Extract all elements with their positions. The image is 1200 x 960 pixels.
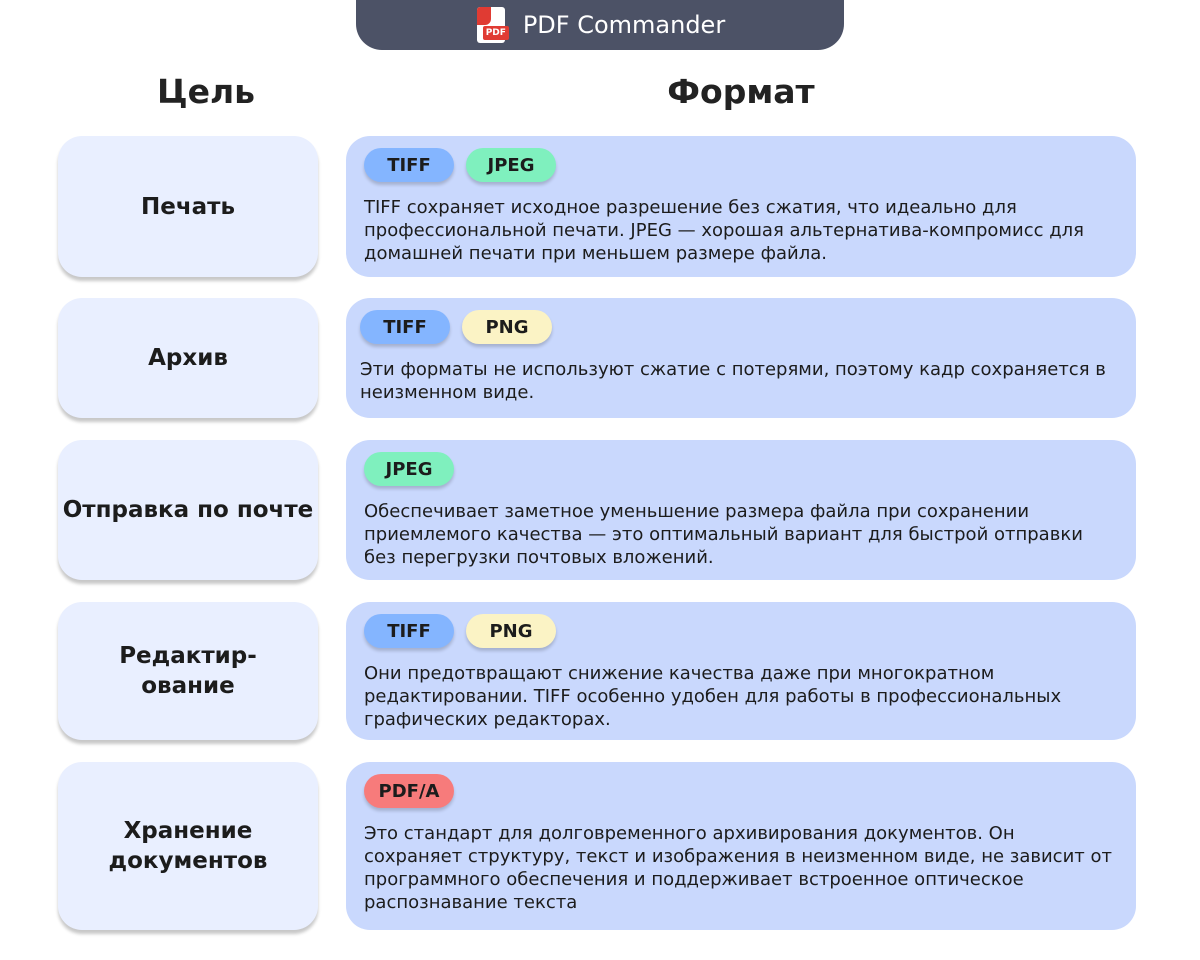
badge-pdfa: PDF/A xyxy=(364,774,454,808)
brand-header xyxy=(356,0,844,50)
format-description: Эти форматы не используют сжатие с потерями, поэтому кадр сохраняется в неизменном виде. xyxy=(360,359,1106,403)
format-badges xyxy=(364,148,1118,182)
badge-jpeg: JPEG xyxy=(364,452,454,486)
goal-column-header: Цель xyxy=(156,72,256,111)
format-card-editing xyxy=(346,602,1136,740)
pdf-commander-logo-icon xyxy=(475,6,509,44)
format-badges xyxy=(364,614,1118,648)
badge-jpeg: JPEG xyxy=(466,148,556,182)
badge-tiff: TIFF xyxy=(360,310,450,344)
format-description: Это стандарт для долговременного архивирования документов. Он сохраняет структуру, текст и изображения в неизменном виде, не зависит от программного обеспечения и поддерживает встроенное оптическое распознавание текста xyxy=(364,823,1112,913)
format-column-header: Формат xyxy=(667,72,815,111)
goal-card-email: Отправка по почте xyxy=(58,440,318,580)
goal-card-archive: Архив xyxy=(58,298,318,418)
brand-name: PDF Commander xyxy=(522,11,726,39)
format-description: TIFF сохраняет исходное разрешение без сжатия, что идеально для профессиональной печати. JPEG — хорошая альтернатива-компромисс для домашней печати при меньшем размере файла. xyxy=(364,197,1084,264)
format-badges xyxy=(364,774,1118,808)
badge-png: PNG xyxy=(466,614,556,648)
format-card-archive xyxy=(346,298,1136,418)
format-badges xyxy=(364,452,1118,486)
goal-card-editing: Редактир- ование xyxy=(58,602,318,740)
badge-tiff: TIFF xyxy=(364,614,454,648)
format-card-email xyxy=(346,440,1136,580)
format-badges xyxy=(360,310,1118,344)
badge-png: PNG xyxy=(462,310,552,344)
goal-card-storage: Хранение документов xyxy=(58,762,318,930)
format-description: Они предотвращают снижение качества даже при многократном редактировании. TIFF особенно удобен для работы в профессиональных графических редакторах. xyxy=(364,663,1062,730)
format-card-storage xyxy=(346,762,1136,930)
logo-text: PDF xyxy=(483,26,509,40)
format-description: Обеспечивает заметное уменьшение размера файла при сохранении приемлемого качества — это оптимальный вариант для быстрой отправки без перегрузки почтовых вложений. xyxy=(364,501,1083,568)
badge-tiff: TIFF xyxy=(364,148,454,182)
format-card-print xyxy=(346,136,1136,277)
goal-card-print: Печать xyxy=(58,136,318,277)
